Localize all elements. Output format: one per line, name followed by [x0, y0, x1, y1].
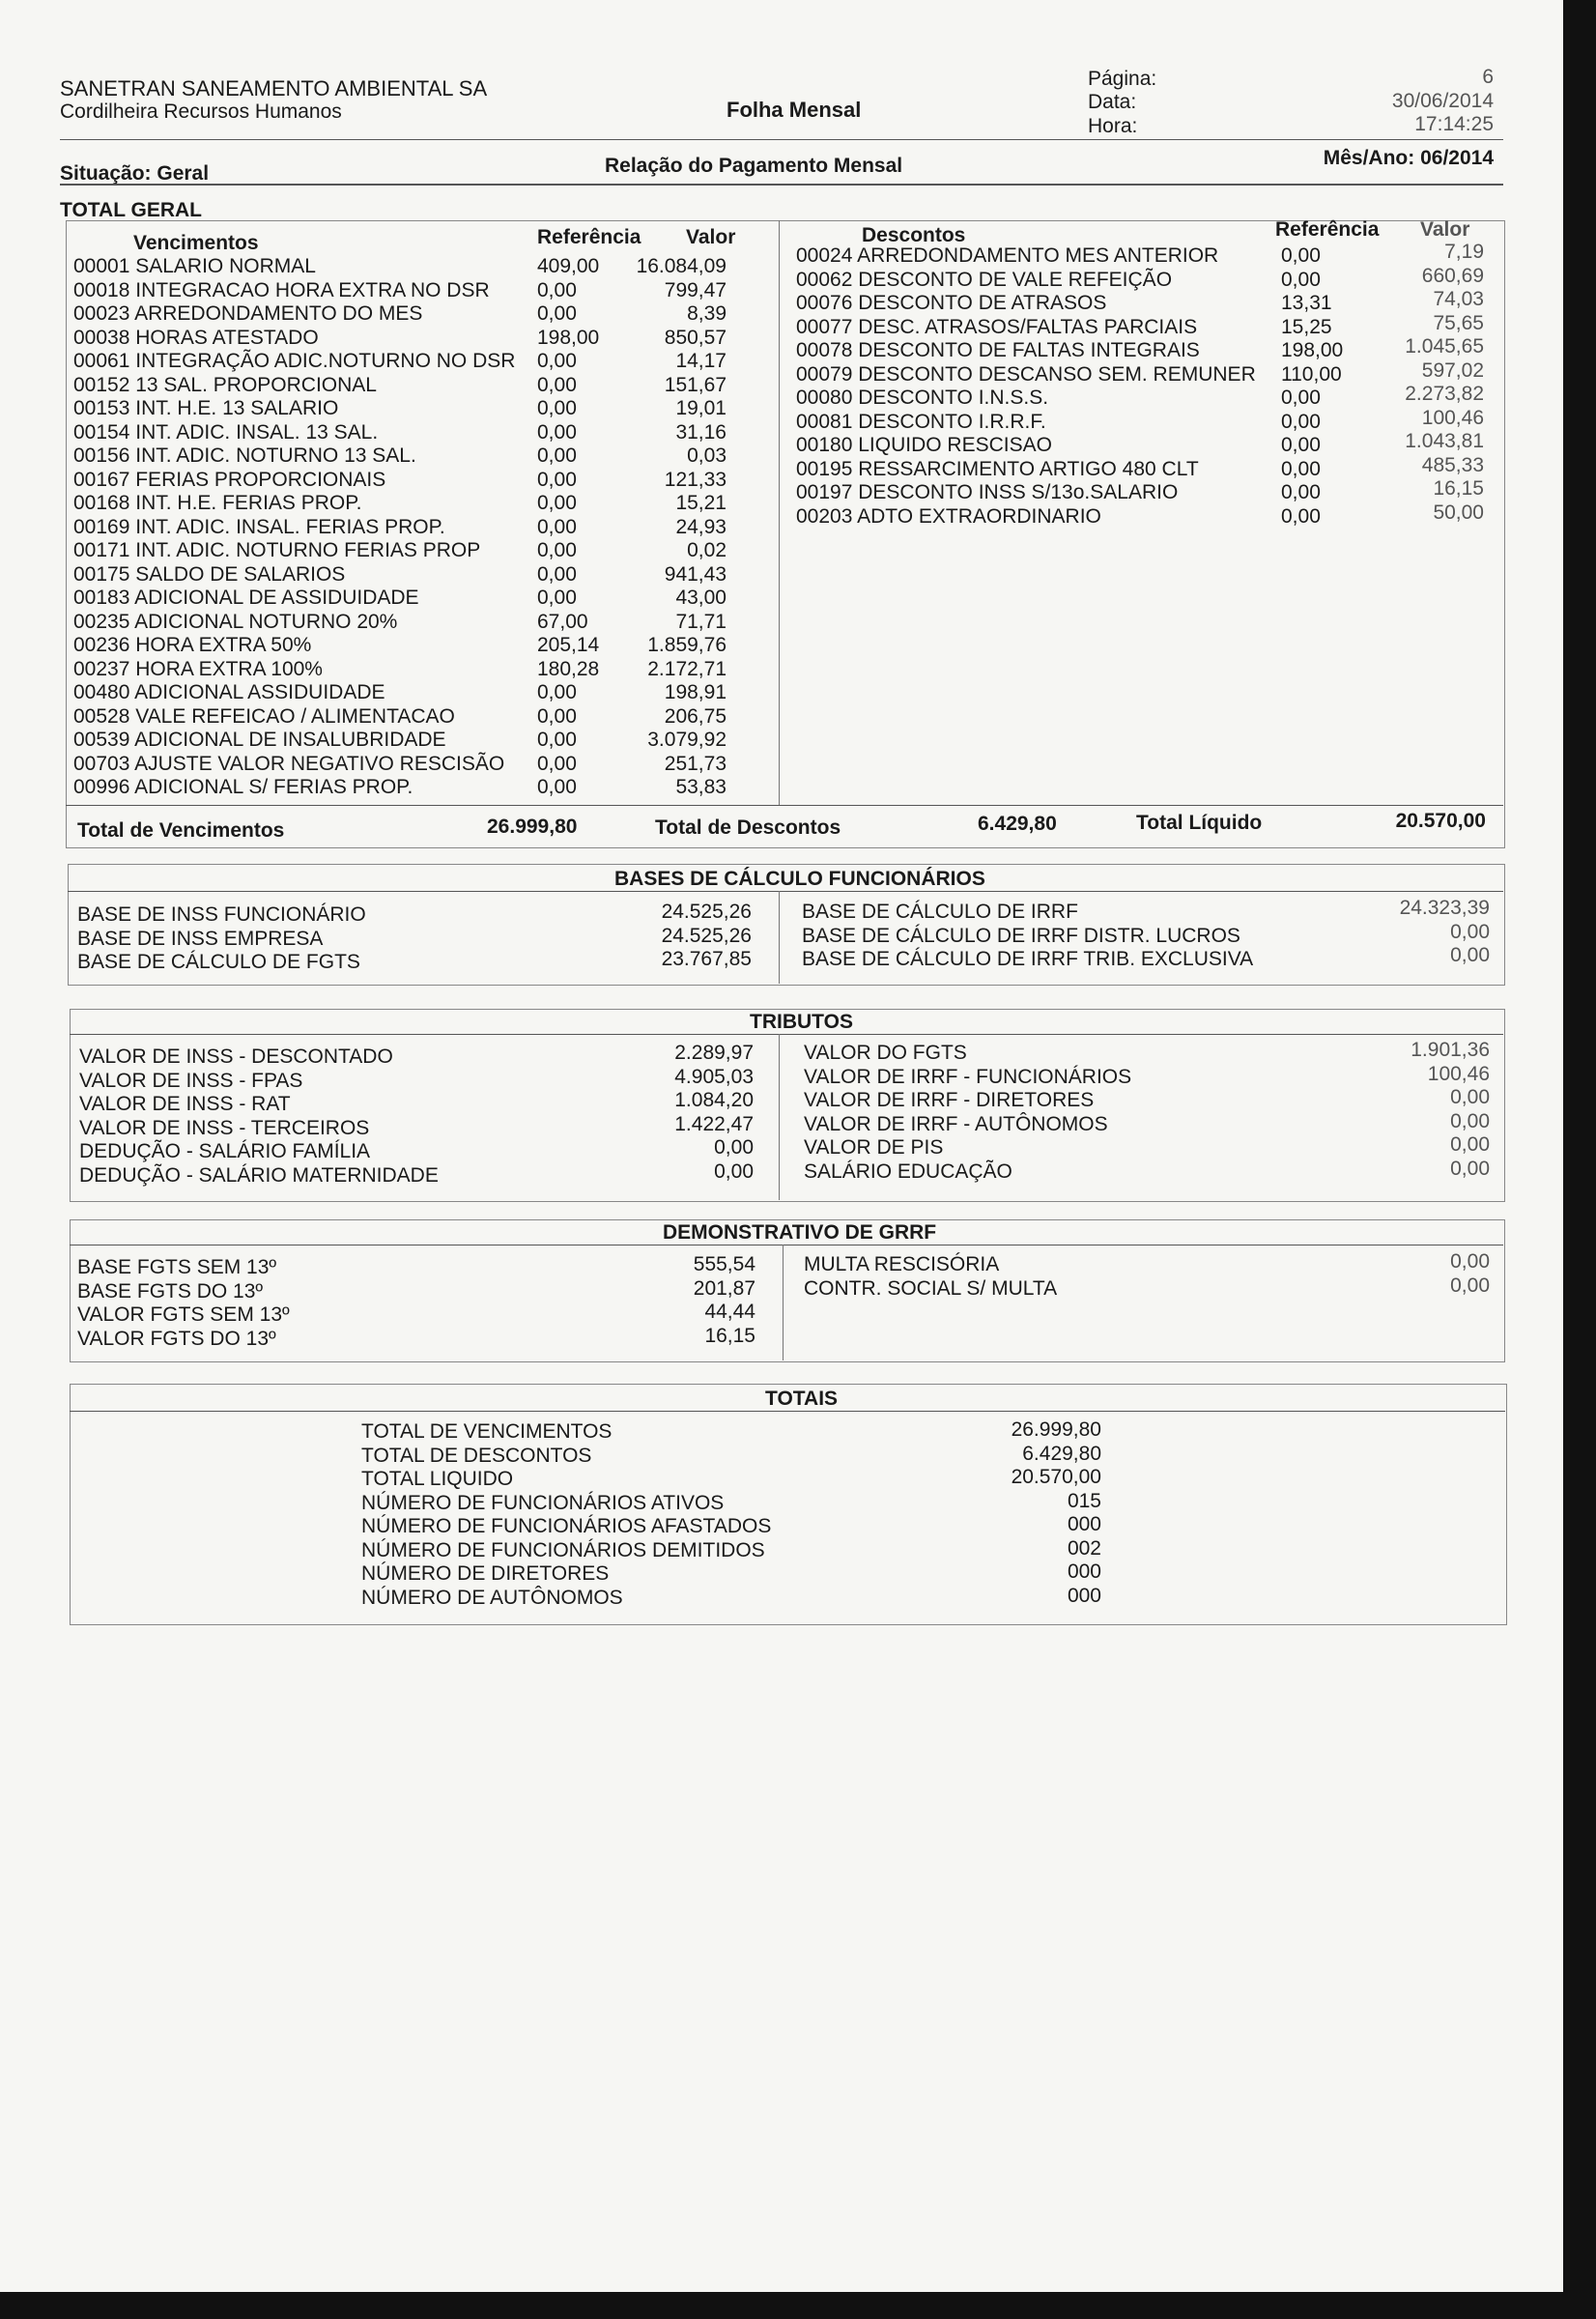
- vencimento-description: 00171 INT. ADIC. NOTURNO FERIAS PROP: [73, 539, 481, 561]
- totais-value: 000: [1067, 1584, 1101, 1607]
- tributo-value: 0,00: [1450, 1109, 1490, 1132]
- vencimento-reference: 0,00: [537, 752, 577, 775]
- vencimento-value: 2.172,71: [647, 657, 727, 680]
- vencimento-value: 206,75: [664, 704, 727, 728]
- totais-value: 20.570,00: [1011, 1466, 1101, 1488]
- grrf-label: CONTR. SOCIAL S/ MULTA: [804, 1276, 1058, 1300]
- desconto-reference: 0,00: [1281, 457, 1321, 480]
- company-name: SANETRAN SANEAMENTO AMBIENTAL SA: [60, 76, 488, 100]
- vencimento-reference: 198,00: [537, 326, 600, 349]
- vencimento-description: 00235 ADICIONAL NOTURNO 20%: [73, 610, 398, 633]
- grrf-label: MULTA RESCISÓRIA: [804, 1253, 1000, 1275]
- vencimento-reference: 0,00: [537, 587, 577, 609]
- desconto-reference: 0,00: [1281, 244, 1321, 267]
- vencimento-description: 00167 FERIAS PROPORCIONAIS: [73, 468, 386, 491]
- grrf-right-labels: [804, 1253, 1190, 1301]
- time-label: Hora:: [1088, 115, 1138, 137]
- tributo-value: 2.289,97: [674, 1042, 754, 1064]
- desconto-reference: 0,00: [1281, 386, 1321, 409]
- vencimento-reference: 0,00: [537, 350, 577, 372]
- vencimentos-ref-header: Referência: [537, 226, 641, 248]
- desconto-description: 00081 DESCONTO I.R.R.F.: [796, 410, 1046, 433]
- vencimento-value: 16.084,09: [636, 255, 727, 277]
- desconto-description: 00078 DESCONTO DE FALTAS INTEGRAIS: [796, 339, 1200, 361]
- totais-value: 6.429,80: [1022, 1442, 1101, 1465]
- vencimento-value: 71,71: [675, 610, 727, 633]
- tributos-left-labels: [79, 1045, 543, 1188]
- vencimento-reference: 0,00: [537, 704, 577, 728]
- bases-left-values: [618, 901, 752, 972]
- desconto-value: 16,15: [1433, 477, 1484, 500]
- bases-label: BASE DE CÁLCULO DE FGTS: [77, 951, 360, 973]
- date-label: Data:: [1088, 91, 1137, 113]
- total-liquido-label: Total Líquido: [1136, 812, 1263, 834]
- totais-value: 26.999,80: [1011, 1418, 1101, 1441]
- vencimento-value: 43,00: [675, 587, 727, 609]
- vencimento-value: 121,33: [664, 468, 727, 491]
- vencimento-value: 53,83: [675, 776, 727, 798]
- vencimento-reference: 205,14: [537, 634, 600, 656]
- vencimento-reference: 0,00: [537, 468, 577, 491]
- vencimento-value: 19,01: [675, 397, 727, 419]
- vencimento-reference: 0,00: [537, 420, 577, 444]
- vencimento-description: 00061 INTEGRAÇÃO ADIC.NOTURNO NO DSR: [73, 350, 516, 372]
- bases-value: 23.767,85: [661, 948, 752, 970]
- desconto-value: 7,19: [1444, 241, 1484, 263]
- vencimento-reference: 0,00: [537, 278, 577, 301]
- tributo-label: DEDUÇÃO - SALÁRIO FAMÍLIA: [79, 1140, 371, 1162]
- vencimentos-descriptions: [73, 255, 537, 800]
- desconto-reference: 0,00: [1281, 268, 1321, 291]
- descontos-ref-header: Referência: [1275, 218, 1380, 241]
- vencimento-description: 00168 INT. H.E. FERIAS PROP.: [73, 492, 362, 514]
- vencimento-reference: 0,00: [537, 681, 577, 703]
- grrf-value: 0,00: [1450, 1274, 1490, 1297]
- bases-value: 24.525,26: [661, 901, 752, 923]
- vencimento-reference: 0,00: [537, 302, 577, 325]
- vencimento-value: 0,03: [687, 444, 727, 467]
- scan-edge-bottom: [0, 2292, 1596, 2319]
- grrf-value: 16,15: [704, 1324, 755, 1347]
- grrf-value: 44,44: [704, 1301, 755, 1323]
- totais-label: NÚMERO DE FUNCIONÁRIOS DEMITIDOS: [361, 1538, 765, 1561]
- totais-label: TOTAL DE VENCIMENTOS: [361, 1420, 613, 1443]
- scan-edge-right: [1563, 0, 1596, 2319]
- desconto-reference: 0,00: [1281, 434, 1321, 456]
- total-vencimentos-label: Total de Vencimentos: [77, 819, 285, 842]
- totals-divider: [66, 805, 1503, 806]
- totais-title-divider: [70, 1411, 1505, 1412]
- report-title: Folha Mensal: [727, 98, 862, 122]
- desconto-value: 74,03: [1433, 288, 1484, 310]
- vencimento-description: 00237 HORA EXTRA 100%: [73, 657, 323, 680]
- tributo-label: VALOR DE IRRF - FUNCIONÁRIOS: [804, 1065, 1132, 1088]
- totais-value: 015: [1067, 1489, 1101, 1512]
- tributo-label: SALÁRIO EDUCAÇÃO: [804, 1160, 1012, 1183]
- vencimento-value: 0,02: [687, 539, 727, 561]
- tributos-title-divider: [70, 1034, 1503, 1035]
- total-geral-title: TOTAL GERAL: [60, 199, 202, 221]
- company-subtitle: Cordilheira Recursos Humanos: [60, 100, 342, 123]
- desconto-value: 1.043,81: [1405, 430, 1484, 452]
- mes-ano: Mês/Ano: 06/2014: [1323, 147, 1494, 169]
- bases-value: 0,00: [1450, 920, 1490, 943]
- vencimento-value: 14,17: [675, 350, 727, 372]
- vencimento-reference: 0,00: [537, 539, 577, 561]
- vencimento-description: 00152 13 SAL. PROPORCIONAL: [73, 373, 377, 396]
- report-time: 17:14:25: [1414, 113, 1494, 135]
- grrf-value: 0,00: [1450, 1250, 1490, 1273]
- totais-label: TOTAL LIQUIDO: [361, 1468, 514, 1490]
- desconto-value: 1.045,65: [1405, 335, 1484, 358]
- tributo-value: 0,00: [1450, 1157, 1490, 1180]
- vencimento-value: 850,57: [664, 326, 727, 349]
- desconto-description: 00079 DESCONTO DESCANSO SEM. REMUNER: [796, 362, 1256, 386]
- desconto-value: 597,02: [1421, 358, 1484, 382]
- bases-value: 24.323,39: [1399, 897, 1490, 919]
- tributo-value: 100,46: [1427, 1062, 1490, 1085]
- page-number: 6: [1482, 66, 1494, 88]
- vencimento-description: 00154 INT. ADIC. INSAL. 13 SAL.: [73, 420, 379, 444]
- desconto-reference: 0,00: [1281, 410, 1321, 433]
- vencimento-description: 00528 VALE REFEICAO / ALIMENTACAO: [73, 704, 455, 728]
- totais-title: TOTAIS: [765, 1388, 839, 1410]
- vencimento-description: 00001 SALARIO NORMAL: [73, 255, 316, 277]
- vencimento-description: 00038 HORAS ATESTADO: [73, 326, 319, 349]
- grrf-label: BASE FGTS DO 13º: [77, 1279, 264, 1303]
- tributo-value: 1.422,47: [674, 1112, 754, 1135]
- vencimento-reference: 0,00: [537, 444, 577, 467]
- vencimento-description: 00169 INT. ADIC. INSAL. FERIAS PROP.: [73, 515, 445, 538]
- totais-value: 000: [1067, 1513, 1101, 1535]
- grrf-value: 201,87: [693, 1276, 755, 1300]
- bases-value: 24.525,26: [661, 924, 752, 947]
- bases-title: BASES DE CÁLCULO FUNCIONÁRIOS: [614, 868, 985, 890]
- desconto-reference: 198,00: [1281, 339, 1344, 361]
- totais-label: TOTAL DE DESCONTOS: [361, 1444, 592, 1467]
- desconto-reference: 15,25: [1281, 315, 1332, 338]
- tributo-label: VALOR DE INSS - FPAS: [79, 1069, 303, 1092]
- totais-values: [947, 1418, 1101, 1608]
- desconto-description: 00077 DESC. ATRASOS/FALTAS PARCIAIS: [796, 315, 1198, 338]
- vencimento-description: 00996 ADICIONAL S/ FERIAS PROP.: [73, 776, 413, 798]
- desconto-description: 00197 DESCONTO INSS S/13o.SALARIO: [796, 481, 1179, 503]
- vencimento-description: 00175 SALDO DE SALARIOS: [73, 562, 346, 586]
- vencimento-value: 3.079,92: [647, 729, 727, 751]
- tributo-value: 1.901,36: [1411, 1039, 1490, 1061]
- bases-label: BASE DE INSS FUNCIONÁRIO: [77, 903, 366, 926]
- tributos-right-values: [1353, 1039, 1490, 1181]
- totais-value: 002: [1067, 1536, 1101, 1560]
- total-descontos-label: Total de Descontos: [655, 816, 841, 839]
- vencimento-reference: 0,00: [537, 562, 577, 586]
- bases-label: BASE DE CÁLCULO DE IRRF: [802, 901, 1078, 923]
- grrf-value: 555,54: [693, 1253, 755, 1275]
- total-vencimentos-value: 26.999,80: [487, 816, 578, 838]
- bases-label: BASE DE CÁLCULO DE IRRF TRIB. EXCLUSIVA: [802, 948, 1254, 970]
- desconto-value: 2.273,82: [1405, 383, 1484, 405]
- desconto-description: 00024 ARREDONDAMENTO MES ANTERIOR: [796, 244, 1219, 267]
- tributo-label: VALOR DO FGTS: [804, 1042, 967, 1064]
- desconto-value: 75,65: [1433, 311, 1484, 334]
- vencimento-value: 251,73: [664, 752, 727, 775]
- vencimento-value: 198,91: [664, 681, 727, 703]
- situacao: Situação: Geral: [60, 162, 210, 185]
- grrf-left-labels: [77, 1256, 464, 1351]
- relacao: Relação do Pagamento Mensal: [605, 155, 903, 177]
- vencimento-description: 00480 ADICIONAL ASSIDUIDADE: [73, 681, 385, 703]
- desconto-reference: 0,00: [1281, 481, 1321, 503]
- vencimento-description: 00023 ARREDONDAMENTO DO MES: [73, 302, 423, 325]
- desconto-reference: 0,00: [1281, 504, 1321, 528]
- vencimento-value: 31,16: [675, 420, 727, 444]
- desconto-description: 00203 ADTO EXTRAORDINARIO: [796, 504, 1101, 528]
- totais-labels: [361, 1420, 844, 1610]
- vencimento-value: 1.859,76: [647, 634, 727, 656]
- vencimento-description: 00018 INTEGRACAO HORA EXTRA NO DSR: [73, 278, 490, 301]
- desconto-value: 50,00: [1433, 501, 1484, 524]
- vencimento-value: 15,21: [675, 492, 727, 514]
- tributo-value: 0,00: [714, 1160, 754, 1183]
- desconto-description: 00076 DESCONTO DE ATRASOS: [796, 292, 1107, 314]
- vencimento-description: 00156 INT. ADIC. NOTURNO 13 SAL.: [73, 444, 416, 467]
- vencimentos-values: [618, 255, 727, 800]
- descontos-references: [1281, 244, 1378, 529]
- grrf-right-values: [1353, 1250, 1490, 1298]
- vencimento-reference: 409,00: [537, 255, 600, 277]
- bases-right-labels: [802, 901, 1343, 972]
- vencimento-value: 24,93: [675, 515, 727, 538]
- desconto-description: 00062 DESCONTO DE VALE REFEIÇÃO: [796, 268, 1173, 291]
- tributo-label: VALOR DE INSS - DESCONTADO: [79, 1045, 393, 1068]
- totais-label: NÚMERO DE AUTÔNOMOS: [361, 1586, 623, 1609]
- vencimento-reference: 0,00: [537, 492, 577, 514]
- totais-label: NÚMERO DE FUNCIONÁRIOS AFASTADOS: [361, 1515, 772, 1537]
- tributo-label: VALOR DE IRRF - DIRETORES: [804, 1089, 1095, 1111]
- column-divider: [779, 220, 780, 805]
- tributo-value: 4.905,03: [674, 1065, 754, 1088]
- tributo-value: 1.084,20: [674, 1089, 754, 1111]
- grrf-column-divider: [783, 1245, 784, 1360]
- desconto-value: 100,46: [1421, 406, 1484, 429]
- tributo-value: 0,00: [1450, 1086, 1490, 1108]
- desconto-value: 485,33: [1421, 453, 1484, 476]
- section-divider: [60, 184, 1503, 186]
- descontos-descriptions: [796, 244, 1279, 529]
- bases-label: BASE DE CÁLCULO DE IRRF DISTR. LUCROS: [802, 924, 1240, 947]
- totais-label: NÚMERO DE DIRETORES: [361, 1562, 610, 1585]
- header-divider: [60, 139, 1503, 140]
- vencimento-description: 00539 ADICIONAL DE INSALUBRIDADE: [73, 729, 446, 751]
- desconto-description: 00080 DESCONTO I.N.S.S.: [796, 386, 1049, 409]
- vencimento-description: 00183 ADICIONAL DE ASSIDUIDADE: [73, 587, 419, 609]
- tributo-label: VALOR DE INSS - TERCEIROS: [79, 1116, 370, 1139]
- desconto-description: 00195 RESSARCIMENTO ARTIGO 480 CLT: [796, 457, 1199, 480]
- total-liquido-value: 20.570,00: [1395, 810, 1486, 832]
- vencimento-reference: 67,00: [537, 610, 588, 633]
- page-label: Página:: [1088, 68, 1157, 90]
- desconto-description: 00180 LIQUIDO RESCISAO: [796, 434, 1052, 456]
- desconto-reference: 13,31: [1281, 292, 1332, 314]
- vencimento-description: 00703 AJUSTE VALOR NEGATIVO RESCISÃO: [73, 752, 505, 775]
- bases-label: BASE DE INSS EMPRESA: [77, 927, 324, 950]
- vencimento-value: 8,39: [687, 302, 727, 325]
- tributo-value: 0,00: [714, 1136, 754, 1159]
- bases-right-values: [1353, 897, 1490, 968]
- vencimento-value: 941,43: [664, 562, 727, 586]
- grrf-title: DEMONSTRATIVO DE GRRF: [663, 1221, 937, 1244]
- tributo-label: VALOR DE IRRF - AUTÔNOMOS: [804, 1112, 1108, 1135]
- tributo-value: 0,00: [1450, 1133, 1490, 1156]
- report-date: 30/06/2014: [1391, 90, 1494, 112]
- vencimento-reference: 180,28: [537, 657, 600, 680]
- vencimentos-header: Vencimentos: [133, 232, 259, 254]
- vencimento-reference: 0,00: [537, 373, 577, 396]
- tributos-right-labels: [804, 1042, 1345, 1184]
- vencimento-description: 00236 HORA EXTRA 50%: [73, 634, 312, 656]
- grrf-left-values: [618, 1253, 755, 1348]
- totais-label: NÚMERO DE FUNCIONÁRIOS ATIVOS: [361, 1491, 725, 1514]
- desconto-reference: 110,00: [1281, 362, 1342, 386]
- vencimento-reference: 0,00: [537, 515, 577, 538]
- bases-column-divider: [779, 891, 780, 984]
- grrf-label: BASE FGTS SEM 13º: [77, 1256, 277, 1278]
- vencimentos-val-header: Valor: [686, 226, 736, 248]
- vencimento-value: 151,67: [664, 373, 727, 396]
- bases-value: 0,00: [1450, 944, 1490, 966]
- grrf-label: VALOR FGTS DO 13º: [77, 1327, 276, 1350]
- tributo-label: DEDUÇÃO - SALÁRIO MATERNIDADE: [79, 1163, 439, 1187]
- vencimento-reference: 0,00: [537, 729, 577, 751]
- descontos-header: Descontos: [862, 224, 966, 246]
- tributo-label: VALOR DE PIS: [804, 1136, 944, 1159]
- vencimento-value: 799,47: [664, 278, 727, 301]
- descontos-values: [1372, 241, 1484, 525]
- descontos-val-header: Valor: [1420, 218, 1470, 241]
- vencimento-description: 00153 INT. H.E. 13 SALARIO: [73, 397, 339, 419]
- vencimento-reference: 0,00: [537, 776, 577, 798]
- tributos-column-divider: [779, 1034, 780, 1200]
- bases-title-divider: [68, 891, 1503, 892]
- bases-left-labels: [77, 903, 541, 975]
- tributos-title: TRIBUTOS: [750, 1011, 853, 1033]
- total-descontos-value: 6.429,80: [978, 813, 1057, 835]
- desconto-value: 660,69: [1421, 264, 1484, 287]
- totais-value: 000: [1067, 1560, 1101, 1583]
- vencimento-reference: 0,00: [537, 397, 577, 419]
- grrf-label: VALOR FGTS SEM 13º: [77, 1303, 290, 1326]
- tributos-left-values: [618, 1042, 754, 1184]
- tributo-label: VALOR DE INSS - RAT: [79, 1093, 291, 1115]
